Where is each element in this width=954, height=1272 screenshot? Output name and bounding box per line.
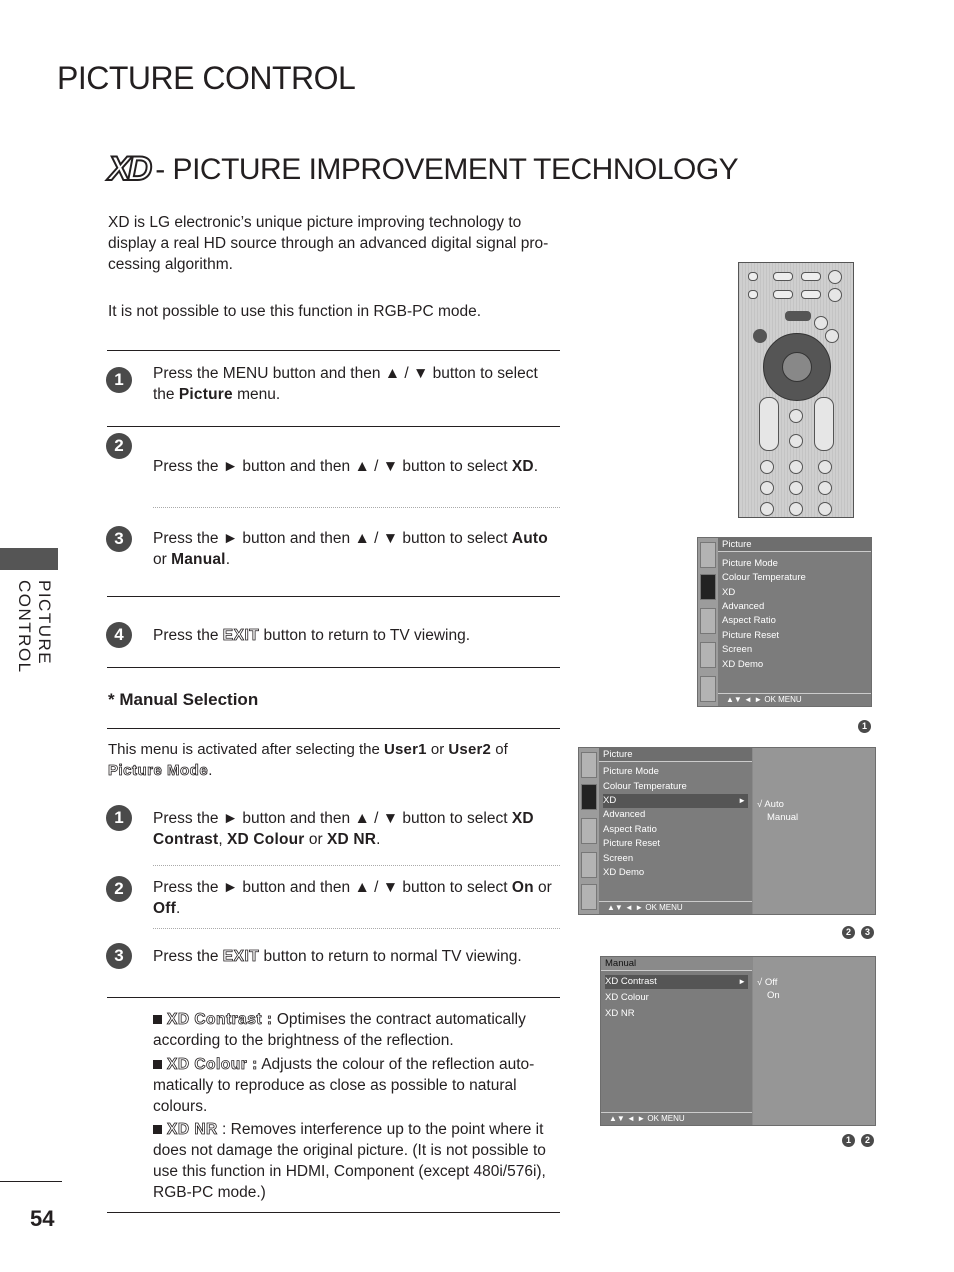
page-number-rule <box>0 1181 62 1182</box>
number-button-icon <box>789 460 803 474</box>
step-text-post: menu. <box>232 386 281 403</box>
number-button-icon <box>760 502 774 516</box>
step-keyword: Picture <box>178 386 233 403</box>
step-text-pre: Press the MENU button and then ▲ / ▼ button to select the <box>153 365 538 403</box>
pause-button-icon <box>801 272 821 281</box>
osd-header: Picture <box>718 538 871 552</box>
osd-icon-column <box>698 538 718 706</box>
side-tab-marker <box>0 548 58 570</box>
dotted-divider <box>153 507 560 508</box>
page-number: 54 <box>30 1206 55 1231</box>
step-number: 3 <box>106 526 132 552</box>
bullet-xd-contrast <box>153 1009 551 1051</box>
step-text-post: button to return to TV viewing. <box>259 627 471 644</box>
desc-text: . <box>208 762 213 779</box>
osd-menu-item[interactable]: Screen <box>722 644 753 655</box>
manual-step-2-text <box>153 877 553 919</box>
divider <box>107 596 560 597</box>
bullet-text: Optimises the contract automatically according to the brightness of the reflection. <box>153 1011 526 1049</box>
osd-header: Picture <box>599 748 752 762</box>
xd-logo: XD <box>108 150 150 188</box>
divider <box>107 728 560 729</box>
mute-button-icon <box>789 434 803 448</box>
osd-menu-list <box>718 538 871 706</box>
menu-button-icon <box>753 329 767 343</box>
step-badge: 1 <box>858 720 871 733</box>
keyword-user1: User1 <box>383 741 427 758</box>
picture-icon <box>581 784 597 810</box>
setup-icon <box>700 542 716 568</box>
volume-rocker-icon <box>759 397 779 451</box>
osd-menu-list <box>599 748 752 914</box>
bullet-square-icon <box>153 1060 162 1069</box>
step-text-mid: or <box>304 831 327 848</box>
ok-button-icon <box>782 352 812 382</box>
step-number: 2 <box>106 876 132 902</box>
step-keyword: On <box>511 879 534 896</box>
osd-option-label: Auto <box>764 799 784 810</box>
osd-option[interactable]: On <box>767 990 780 1001</box>
audio-icon <box>581 818 597 844</box>
step-keyword: EXIT <box>222 627 260 644</box>
step-keyword: XD Contrast <box>153 810 534 848</box>
step-text-pre: Press the ► button and then ▲ / ▼ button to select <box>153 879 512 896</box>
bullet-square-icon <box>153 1125 162 1134</box>
play-button-icon <box>773 272 793 281</box>
time-icon <box>700 642 716 668</box>
exit-button-icon <box>785 311 811 321</box>
bullet-xd-nr <box>153 1119 551 1203</box>
divider <box>107 997 560 998</box>
setup-icon <box>581 752 597 778</box>
number-button-icon <box>818 460 832 474</box>
osd-menu-item[interactable]: Screen <box>603 853 634 864</box>
q-menu-button-icon <box>814 316 828 330</box>
step-text-pre: Press the ► button and then ▲ / ▼ button to select <box>153 530 512 547</box>
dotted-divider <box>153 865 560 866</box>
bullet-square-icon <box>153 1015 162 1024</box>
rewind-button-icon <box>773 290 793 299</box>
step-keyword: XD Colour <box>226 831 305 848</box>
number-button-icon <box>789 481 803 495</box>
option-icon <box>700 676 716 702</box>
step-number: 1 <box>106 367 132 393</box>
osd-menu-list <box>601 957 752 1125</box>
osd-footer: ▲▼ ◄ ► OK MENU <box>718 693 871 706</box>
page-title: PICTURE CONTROL <box>57 60 356 96</box>
rgb-pc-note: It is not possible to use this function in RGB-PC mode. <box>108 303 482 320</box>
osd-menu-item[interactable]: Aspect Ratio <box>722 615 776 626</box>
section-title <box>108 150 738 189</box>
divider <box>107 426 560 427</box>
bullet-term: XD NR <box>167 1121 218 1138</box>
step-text-mid: , <box>218 831 227 848</box>
dotted-divider <box>153 928 560 929</box>
step-badge: 3 <box>861 926 874 939</box>
step-number: 2 <box>106 433 132 459</box>
osd-menu-item[interactable]: XD <box>722 587 736 598</box>
remote-control-illustration <box>738 262 854 518</box>
osd-menu-item[interactable]: XD Demo <box>722 659 764 670</box>
bullet-term: XD Colour : <box>167 1056 258 1073</box>
step-keyword: XD NR <box>326 831 377 848</box>
osd-footer: ▲▼ ◄ ► OK MENU <box>599 901 752 914</box>
step-text-pre: Press the <box>153 948 223 965</box>
step-badge: 2 <box>842 926 855 939</box>
osd-menu-item[interactable]: Colour Temperature <box>603 781 687 792</box>
step-3-text <box>153 528 553 570</box>
step-text-pre: Press the ► button and then ▲ / ▼ button to select <box>153 810 512 827</box>
number-button-icon <box>818 502 832 516</box>
number-button-icon <box>789 502 803 516</box>
record-button-icon <box>828 270 842 284</box>
bullet-term: XD Contrast : <box>167 1011 273 1028</box>
osd-menu-item[interactable]: Advanced <box>603 809 646 820</box>
bullet-xd-colour <box>153 1054 551 1117</box>
step-number: 1 <box>106 805 132 831</box>
step-badge: 2 <box>861 1134 874 1147</box>
step-text-pre: Press the <box>153 627 223 644</box>
step-text-pre: Press the ► button and then ▲ / ▼ button to select <box>153 458 512 475</box>
prev-button-icon <box>748 290 758 299</box>
side-label: PICTURE CONTROL <box>15 580 54 674</box>
osd-item-label: XD Contrast <box>605 976 657 987</box>
check-icon: √ <box>757 799 763 810</box>
osd-submenu <box>753 957 875 1125</box>
desc-text: This menu is activated after selecting the <box>108 741 384 758</box>
osd-menu-item-selected[interactable] <box>605 975 748 989</box>
keyword-picture-mode: Picture Mode <box>108 762 209 779</box>
manual-step-1-text <box>153 808 553 850</box>
step-text-mid: or <box>153 551 172 568</box>
number-button-icon <box>760 460 774 474</box>
osd-option-selected[interactable] <box>757 976 777 989</box>
number-button-icon <box>760 481 774 495</box>
osd-menu-item[interactable]: Picture Reset <box>603 838 661 849</box>
step-text-post: . <box>225 551 231 568</box>
osd-footer: ▲▼ ◄ ► OK MENU <box>601 1112 752 1125</box>
channel-rocker-icon <box>814 397 834 451</box>
step-text-post: . <box>533 458 539 475</box>
osd-menu-item[interactable]: Picture Mode <box>603 766 659 777</box>
step-text-mid: or <box>533 879 552 896</box>
divider <box>107 350 560 351</box>
step-badge: 1 <box>842 1134 855 1147</box>
fav-button-icon <box>789 409 803 423</box>
option-icon <box>581 884 597 910</box>
osd-option-selected[interactable] <box>757 798 784 811</box>
step-text-post: . <box>175 900 181 917</box>
step-keyword: XD <box>511 458 534 475</box>
step-text-post: button to return to normal TV viewing. <box>259 948 522 965</box>
section-title-text: - PICTURE IMPROVEMENT TECHNOLOGY <box>155 152 739 186</box>
osd-menu-item[interactable]: Advanced <box>722 601 765 612</box>
osd-menu-item[interactable]: Aspect Ratio <box>603 824 657 835</box>
osd-picture-menu <box>697 537 872 707</box>
manual-description <box>108 739 563 781</box>
arrow-right-icon: ► <box>738 796 746 805</box>
desc-text: or <box>426 741 449 758</box>
osd-menu-item-selected[interactable] <box>603 794 748 808</box>
keyword-user2: User2 <box>448 741 492 758</box>
osd-option[interactable]: Manual <box>767 812 799 823</box>
step-number: 4 <box>106 622 132 648</box>
osd-option-label: Off <box>764 977 778 988</box>
osd-header: Manual <box>601 957 752 971</box>
number-button-icon <box>818 481 832 495</box>
divider <box>107 667 560 668</box>
osd-menu-item[interactable]: XD NR <box>605 1008 635 1019</box>
info-button-icon <box>825 329 839 343</box>
osd-icon-column <box>579 748 599 914</box>
osd-menu-item[interactable]: Picture Reset <box>722 630 780 641</box>
osd-xd-menu <box>578 747 876 915</box>
manual-step-3-text <box>153 946 553 967</box>
step-number: 3 <box>106 943 132 969</box>
osd-menu-item[interactable]: XD Demo <box>603 867 645 878</box>
osd-manual-menu <box>600 956 876 1126</box>
step-keyword: Auto <box>511 530 548 547</box>
intro-paragraph: XD is LG electronic’s unique picture improving technology to display a real HD source through an advanced digital signal pro-cessing algorithm. <box>108 214 549 273</box>
step-keyword: Manual <box>171 551 226 568</box>
bullet-text: : Removes interference up to the point where it does not damage the original picture. (It is not possible to use this function in HDMI, Component (except 480i/576i), RGB-PC mode.) <box>153 1121 546 1201</box>
osd-submenu <box>753 748 875 914</box>
osd-menu-item[interactable]: Colour Temperature <box>722 572 806 583</box>
audio-icon <box>700 608 716 634</box>
bullet-text: Adjusts the colour of the reflection auto-matically to reproduce as close as possible to natural colours. <box>153 1056 535 1115</box>
manual-selection-heading: * Manual Selection <box>108 690 259 709</box>
forward-button-icon <box>801 290 821 299</box>
step-text-post: . <box>376 831 381 848</box>
step-4-text <box>153 625 553 646</box>
time-icon <box>581 852 597 878</box>
step-1-text <box>153 363 553 405</box>
desc-text: of <box>491 741 508 758</box>
check-icon: √ <box>757 977 763 988</box>
step-keyword: Off <box>153 900 176 917</box>
divider <box>107 1212 560 1213</box>
picture-icon <box>700 574 716 600</box>
step-2-text <box>153 456 553 477</box>
arrow-right-icon: ► <box>738 977 746 986</box>
osd-menu-item[interactable]: XD Colour <box>605 992 649 1003</box>
step-keyword: EXIT <box>222 948 260 965</box>
stop-button-icon <box>748 272 758 281</box>
osd-item-label: XD <box>603 795 617 806</box>
next-button-icon <box>828 288 842 302</box>
osd-menu-item[interactable]: Picture Mode <box>722 558 778 569</box>
